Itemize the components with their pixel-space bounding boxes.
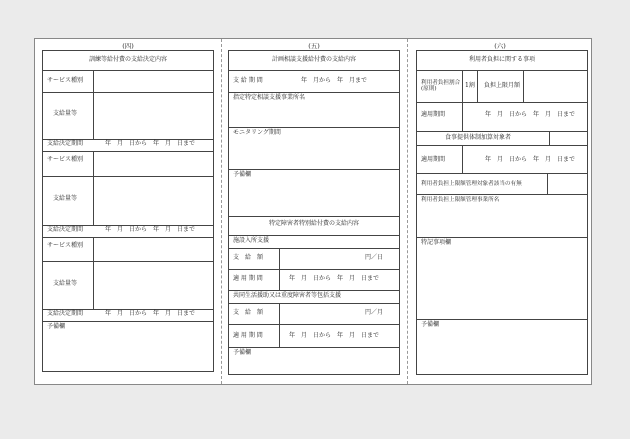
- consult-period-value: 年 月から 年 月まで: [301, 77, 368, 84]
- notes-label: 特記事項欄: [421, 239, 452, 246]
- consultation-benefit-panel: [228, 50, 400, 375]
- consultation-benefit-title: 計画相談支援給付費の支給内容: [271, 56, 356, 63]
- middle-remarks-label-2: 予備欄: [233, 349, 252, 356]
- period-label-2: 支給決定期間: [47, 226, 84, 233]
- fold-line-2: [407, 39, 408, 384]
- right-remarks-label: 予備欄: [421, 321, 440, 328]
- period-value-1: 年 月 日から 年 月 日まで: [105, 140, 196, 147]
- special-benefit-title: 特定障害者特別給付費の支給内容: [268, 220, 359, 227]
- service-type-label-1: サービス種別: [47, 77, 84, 84]
- certificate-sheet: [34, 38, 592, 385]
- meal-apply-label: 適用期間: [421, 156, 446, 163]
- period-label-1: 支給決定期間: [47, 140, 84, 147]
- amount-per-month-label: 支 給 額: [233, 309, 264, 316]
- cap-management-label: 利用者負担上限額管理対象者該当の有無: [421, 181, 522, 187]
- amount-label-3: 支給量等: [53, 280, 78, 287]
- fold-line-1: [221, 39, 222, 384]
- burden-limit-label: 負担上限月額: [484, 82, 521, 89]
- facility-label: 施設入所支援: [233, 237, 270, 244]
- amount-per-day-label: 支 給 額: [233, 254, 264, 261]
- consult-period-label: 支 給 期 間: [233, 77, 263, 84]
- panel-number-4: (四): [122, 42, 134, 50]
- burden-apply-value: 年 月 日から 年 月 日まで: [485, 111, 576, 118]
- user-burden-title: 利用者負担に関する事項: [468, 56, 535, 63]
- group-home-apply-label: 適 用 期 間: [233, 332, 263, 339]
- burden-ratio-value: 1割: [465, 82, 475, 89]
- middle-remarks-label-1: 予備欄: [233, 171, 252, 178]
- period-label-3: 支給決定期間: [47, 310, 84, 317]
- meal-apply-value: 年 月 日から 年 月 日まで: [485, 156, 576, 163]
- panel-number-5: (五): [308, 42, 320, 50]
- training-benefit-title: 訓練等給付費の支給決定内容: [88, 56, 167, 63]
- service-type-label-2: サービス種別: [47, 156, 84, 163]
- user-burden-panel: [416, 50, 588, 375]
- amount-label-1: 支給量等: [53, 110, 78, 117]
- burden-ratio-label: 利用者負担割合(原則): [421, 80, 461, 93]
- service-type-label-3: サービス種別: [47, 242, 84, 249]
- group-home-apply-value: 年 月 日から 年 月 日まで: [289, 332, 380, 339]
- amount-per-day-unit: 円／日: [365, 254, 384, 261]
- panel-number-6: (六): [494, 42, 506, 50]
- period-value-2: 年 月 日から 年 月 日まで: [105, 226, 196, 233]
- meal-provision-label: 食事提供体制加算対象者: [445, 134, 512, 141]
- left-remarks-label: 予備欄: [47, 323, 66, 330]
- facility-apply-label: 適 用 期 間: [233, 275, 263, 282]
- cap-office-label: 利用者負担上限額管理事業所名: [421, 197, 500, 203]
- facility-apply-value: 年 月 日から 年 月 日まで: [289, 275, 380, 282]
- period-value-3: 年 月 日から 年 月 日まで: [105, 310, 196, 317]
- monitoring-period-label: モニタリング期間: [233, 129, 281, 136]
- amount-label-2: 支給量等: [53, 195, 78, 202]
- office-name-label: 指定特定相談支援事業所名: [233, 94, 306, 101]
- burden-apply-label: 適用期間: [421, 111, 446, 118]
- training-benefit-panel: [42, 50, 214, 372]
- group-home-label: 共同生活援助又は重度障害者等包括支援: [233, 292, 342, 299]
- amount-per-month-unit: 円／月: [365, 309, 384, 316]
